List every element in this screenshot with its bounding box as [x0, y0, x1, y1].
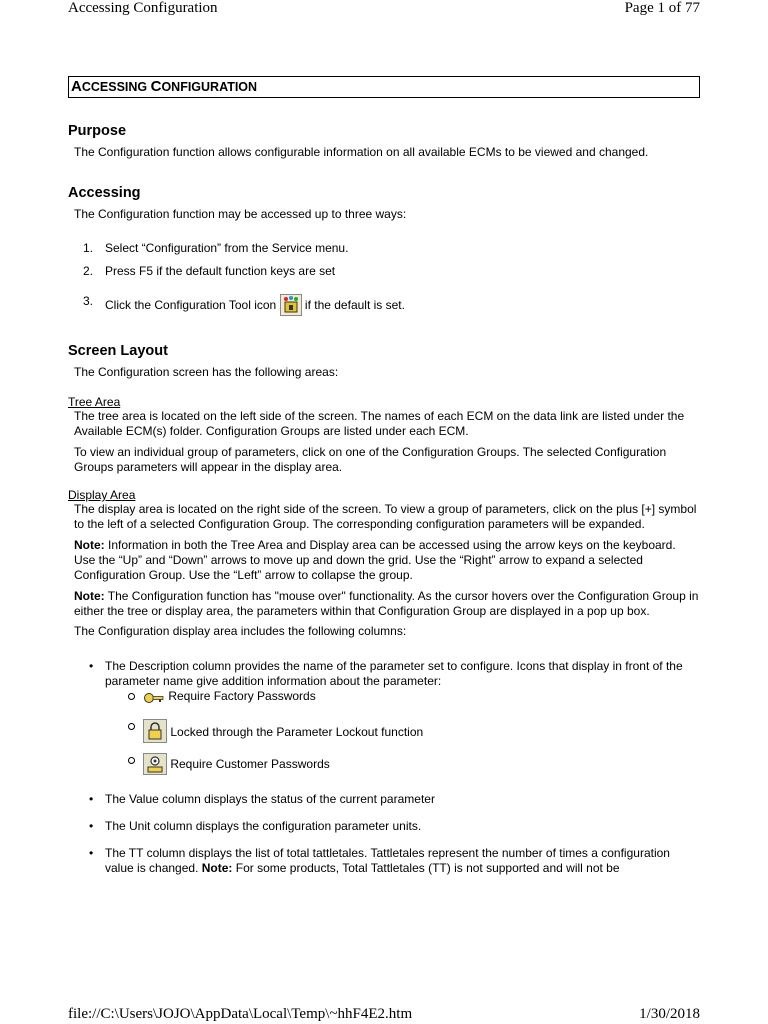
list-item: • The Unit column displays the configuration parameter units. [89, 819, 422, 833]
page-title: ACCESSING CONFIGURATION [68, 76, 700, 98]
columns-intro: The Configuration display area includes the following columns: [74, 624, 407, 638]
list-item: • The TT column displays the list of total tattletales. Tattletales represent the number of times a configuration value is changed. Note: For some products, Total Tattletales (TT) is not supported and will not be [89, 846, 670, 875]
display-area-text: The display area is located on the right side of the screen. To view a group of parameters, click on the plus [+] symbol to the left of a selected Configuration Group. The corresponding configuration parameters will be expanded. [74, 502, 697, 531]
screen-layout-heading: Screen Layout [68, 343, 168, 359]
note-mouse-over: Note: The Configuration function has "mouse over" functionality. As the cursor hovers over the Configuration Group in either the tree or display area, the parameters within that Configuration Group are displayed in a pop up box. [74, 589, 699, 618]
footer-date: 1/30/2018 [639, 1006, 700, 1022]
icon-legend [68, 689, 700, 783]
document-body [68, 76, 700, 876]
header-page-number: Page 1 of 77 [624, 0, 700, 16]
lock-icon [143, 719, 167, 743]
display-area-heading: Display Area [68, 488, 136, 502]
columns-list [68, 659, 700, 876]
screen-layout-intro: The Configuration screen has the following areas: [74, 365, 339, 379]
footer-file-path: file://C:\Users\JOJO\AppData\Local\Temp\~hhF4E2.htm [68, 1006, 413, 1022]
list-item: • The Value column displays the status of the current parameter [89, 792, 435, 806]
accessing-intro: The Configuration function may be accessed up to three ways: [74, 207, 407, 221]
config-tool-icon[interactable] [280, 294, 302, 316]
accessing-steps [68, 241, 700, 316]
tree-area-text: The tree area is located on the left side of the screen. The names of each ECM on the data link are listed under the Available ECM(s) folder. Configuration Groups are listed under each ECM. [74, 409, 685, 438]
tree-area-text-2: To view an individual group of parameters, click on one of the Configuration Groups. The selected Configuration Groups parameters will appear in the display area. [74, 445, 667, 474]
header-title: Accessing Configuration [68, 0, 218, 16]
list-item: 1. Select “Configuration” from the Service menu. [83, 241, 349, 255]
customer-icon [143, 753, 167, 775]
list-item: 3. Click the Configuration Tool icon if the default is set. [68, 294, 700, 316]
purpose-text: The Configuration function allows configurable information on all available ECMs to be viewed and changed. [74, 145, 649, 159]
tree-area-heading: Tree Area [68, 395, 121, 409]
list-item: • The Description column provides the name of the parameter set to configure. Icons that display in front of the parameter name give addition information about the parameter: Require Factory Passwords Locked through the Parameter Lockout function Require Customer Passwords [68, 659, 700, 783]
list-item: 2. Press F5 if the default function keys are set [83, 264, 336, 278]
list-item: Require Customer Passwords [68, 753, 700, 783]
list-item: Locked through the Parameter Lockout function [68, 719, 700, 753]
key-icon [143, 690, 165, 706]
note-keyboard: Note: Information in both the Tree Area and Display area can be accessed using the arrow keys on the keyboard. Use the “Up” and “Down” arrows to move up and down the grid. Use the “Right” arrow to expand a selected Configuration Group. Use the “Left” arrow to collapse the group. [74, 538, 676, 582]
list-item: Require Factory Passwords [68, 689, 700, 719]
purpose-heading: Purpose [68, 123, 127, 139]
accessing-heading: Accessing [68, 185, 141, 201]
